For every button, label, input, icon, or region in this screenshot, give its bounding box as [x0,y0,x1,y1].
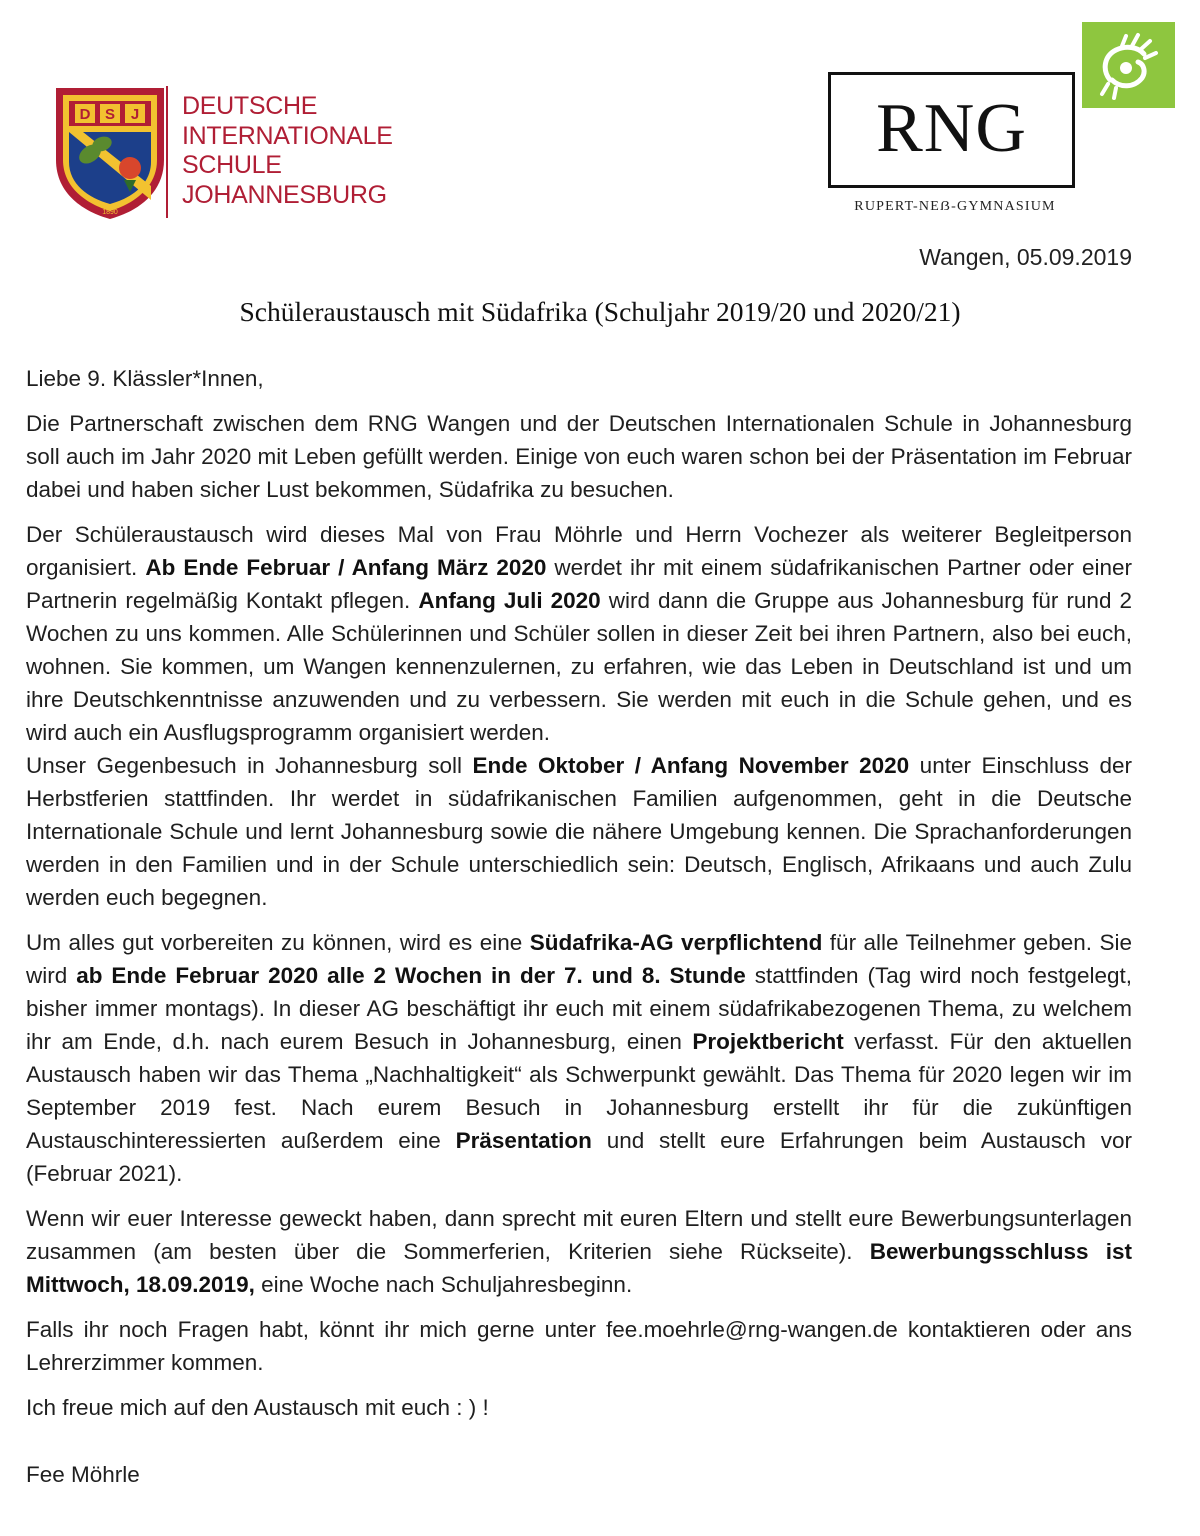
text-span: wird dann die Gruppe aus Johannesburg für rund 2 Wochen zu uns kommen. Alle Schülerinnen und Schüler sollen in dieser Zeit bei ihren Partnern, also bei euch, wohnen. Sie kommen, um Wangen kennenzulernen, zu erfahren, wie das Leben in Deutschland ist und um ihre Deutschkenntnisse anzuwenden und zu verbessern. Sie werden mit euch in die Schule gehen, und es wird auch ein Ausflugsprogramm organisiert werden. [26,588,1132,745]
letter-body [26,362,1132,1503]
dsj-name-line-4: JOHANNESBURG [182,180,387,209]
text-span: stattfinden (Tag wird noch festgelegt, bisher immer montags). In dieser AG beschäftigt ihr euch mit einem südafrikabezogenen Thema, zu welchem ihr am Ende, d.h. nach eurem Besuch in Johannesburg, einen [26,963,1132,1054]
text-span: Der Schüleraustausch wird dieses Mal von Frau Möhrle und Herrn Vochezer als weiterer Begleitperson organisiert. [26,522,1132,580]
bold-span: Projektbericht [692,1029,844,1054]
stylized-hand-icon [1082,22,1175,108]
bold-span: Präsentation [455,1128,592,1153]
paragraph-2 [26,518,1132,749]
paragraph-6: Falls ihr noch Fragen habt, könnt ihr mich gerne unter fee.moehrle@rng-wangen.de kontaktieren oder ans Lehrerzimmer kommen. [26,1317,1132,1375]
text-span: für alle Teilnehmer geben. Sie wird [26,930,1132,988]
bold-span: Südafrika-AG verpflichtend [529,930,823,955]
signature: Fee Möhrle [26,1462,140,1487]
bold-span: Bewerbungsschluss ist Mittwoch, 18.09.2019, [26,1239,1133,1297]
dsj-divider [166,86,168,218]
bold-span: Anfang Juli 2020 [418,588,601,613]
text-span: Um alles gut vorbereiten zu können, wird es eine [26,930,530,955]
dsj-name-line-2: INTERNATIONALE [182,121,393,150]
paragraph-5 [26,1202,1132,1301]
svg-text:S: S [104,106,116,123]
svg-text:D: D [79,106,91,123]
rng-school-name: RUPERT-NEẞ-GYMNASIUM [854,199,1056,214]
letter-title: Schüleraustausch mit Südafrika (Schuljahr 2019/20 und 2020/21) [239,296,961,327]
text-span: und stellt eure Erfahrungen beim Austausch vor (Februar 2021). [26,1128,1133,1186]
text-span: werdet ihr mit einem südafrikanischen Partner oder einer Partnerin regelmäßig Kontakt pflegen. [26,555,1132,613]
svg-text:1890: 1890 [102,209,118,216]
dsj-name-line-3: SCHULE [182,151,282,179]
text-span: eine Woche nach Schuljahresbeginn. [254,1272,633,1297]
letter-date: Wangen, 05.09.2019 [919,244,1132,270]
svg-text:J: J [130,106,140,123]
salutation: Liebe 9. Klässler*Innen, [26,366,264,391]
text-span: Wenn wir euer Interesse geweckt haben, dann sprecht mit euren Eltern und stellt eure Bewerbungsunterlagen zusammen (am besten über die Sommerferien, Kriterien siehe Rückseite). [26,1206,1132,1264]
bold-span: Ab Ende Februar / Anfang März 2020 [145,555,547,580]
rng-logo-box [828,72,1075,188]
paragraph-1: Die Partnerschaft zwischen dem RNG Wangen und der Deutschen Internationalen Schule in Johannesburg soll auch im Jahr 2020 mit Leben gefüllt werden. Einige von euch waren schon bei der Präsentation im Februar dabei und haben sicher Lust bekommen, Südafrika zu besuchen. [26,411,1132,502]
paragraph-3 [26,749,1132,914]
bold-span: Ende Oktober / Anfang November 2020 [472,753,910,778]
text-span: Unser Gegenbesuch in Johannesburg soll [26,753,473,778]
text-span: verfasst. Für den aktuellen Austausch haben wir das Thema „Nachhaltigkeit“ als Schwerpunkt gewählt. Das Thema für 2020 legen wir im September 2019 fest. Nach eurem Besuch in Johannesburg erstellt ihr für die zukünftigen Austauschinteressierten außerdem eine [26,1029,1132,1153]
paragraph-7: Ich freue mich auf den Austausch mit euch : ) ! [26,1395,489,1420]
dsj-name-line-1: DEUTSCHE [182,92,318,120]
rng-logo-text: RNG [876,90,1027,167]
rng-green-badge [1082,22,1175,108]
dsj-crest-logo [50,82,170,222]
text-span: unter Einschluss der Herbstferien stattfinden. Ihr werdet in südafrikanischen Familien aufgenommen, geht in die Deutsche Internationale Schule und lernt Johannesburg sowie die nähere Umgebung kennen. Die Sprachanforderungen werden in den Familien und in der Schule unterschiedlich sein: Deutsch, Englisch, Afrikaans und auch Zulu werden euch begegnen. [26,753,1133,910]
bold-span: ab Ende Februar 2020 alle 2 Wochen in der 7. und 8. Stunde [76,963,746,988]
dsj-school-name [182,92,393,210]
paragraph-4 [26,926,1132,1190]
